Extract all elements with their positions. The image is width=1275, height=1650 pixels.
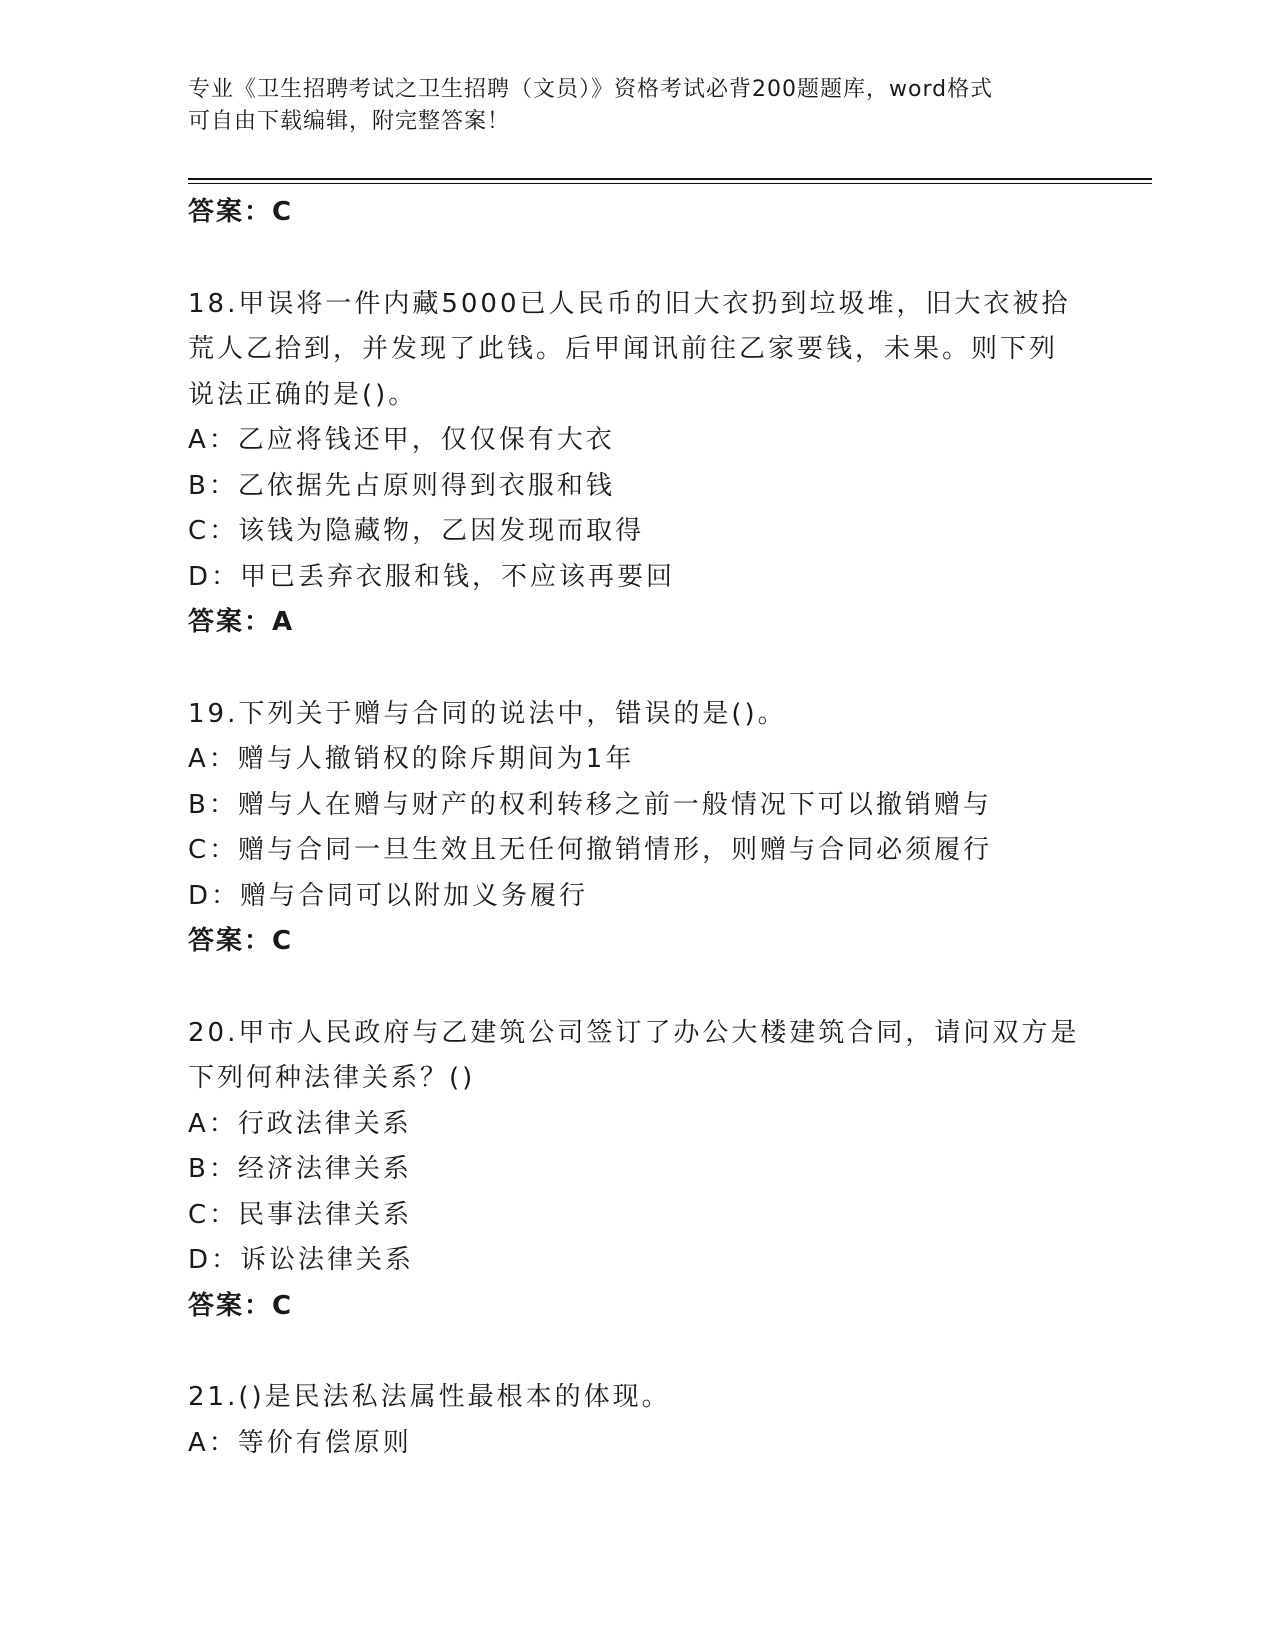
answer-line: 答案：C bbox=[188, 197, 294, 227]
option-a: A：行政法律关系 bbox=[188, 1108, 412, 1139]
option-d: D：赠与合同可以附加义务履行 bbox=[188, 880, 589, 911]
question-19 bbox=[188, 692, 1088, 965]
question-stem: 19.下列关于赠与合同的说法中，错误的是()。 bbox=[188, 698, 787, 729]
option-c: C：民事法律关系 bbox=[188, 1199, 413, 1230]
question-18 bbox=[188, 282, 1088, 646]
option-a: A：乙应将钱还甲，仅仅保有大衣 bbox=[188, 425, 615, 455]
option-a: A：赠与人撤销权的除斥期间为1年 bbox=[188, 744, 635, 774]
option-a: A：等价有偿原则 bbox=[188, 1427, 412, 1458]
header-rule-thin bbox=[188, 183, 1152, 184]
answer-line: 答案：C bbox=[188, 1290, 294, 1321]
header-rule-thick bbox=[188, 178, 1152, 180]
question-stem: 21.()是民法私法属性最根本的体现。 bbox=[188, 1382, 671, 1412]
option-b: B：乙依据先占原则得到衣服和钱 bbox=[188, 470, 615, 501]
question-stem: 说法正确的是()。 bbox=[188, 379, 418, 410]
question-stem: 下列何种法律关系？() bbox=[188, 1063, 476, 1093]
option-b: B：经济法律关系 bbox=[188, 1154, 412, 1184]
question-20 bbox=[188, 1011, 1088, 1330]
question-stem: 18.甲误将一件内藏5000已人民币的旧大衣扔到垃圾堆，旧大衣被拾 bbox=[188, 288, 1071, 319]
question-21 bbox=[188, 1375, 1088, 1466]
option-d: D：诉讼法律关系 bbox=[188, 1245, 415, 1275]
option-c: C：该钱为隐藏物，乙因发现而取得 bbox=[188, 516, 645, 546]
header-line-1: 专业《卫生招聘考试之卫生招聘（文员）》资格考试必背200题题库，word格式 bbox=[188, 77, 994, 102]
option-c: C：赠与合同一旦生效且无任何撤销情形，则赠与合同必须履行 bbox=[188, 835, 993, 865]
answer-line: 答案：C bbox=[188, 926, 294, 956]
question-content bbox=[188, 190, 1088, 1466]
header-line-2: 可自由下载编辑，附完整答案！ bbox=[188, 109, 511, 134]
option-d: D：甲已丢弃衣服和钱，不应该再要回 bbox=[188, 561, 676, 592]
option-b: B：赠与人在赠与财产的权利转移之前一般情况下可以撤销赠与 bbox=[188, 789, 992, 820]
question-stem: 20.甲市人民政府与乙建筑公司签订了办公大楼建筑合同，请问双方是 bbox=[188, 1017, 1080, 1048]
question-stem: 荒人乙拾到，并发现了此钱。后甲闻讯前往乙家要钱，未果。则下列 bbox=[188, 334, 1059, 364]
document-header bbox=[188, 74, 1088, 138]
answer-line: 答案：A bbox=[188, 607, 295, 637]
